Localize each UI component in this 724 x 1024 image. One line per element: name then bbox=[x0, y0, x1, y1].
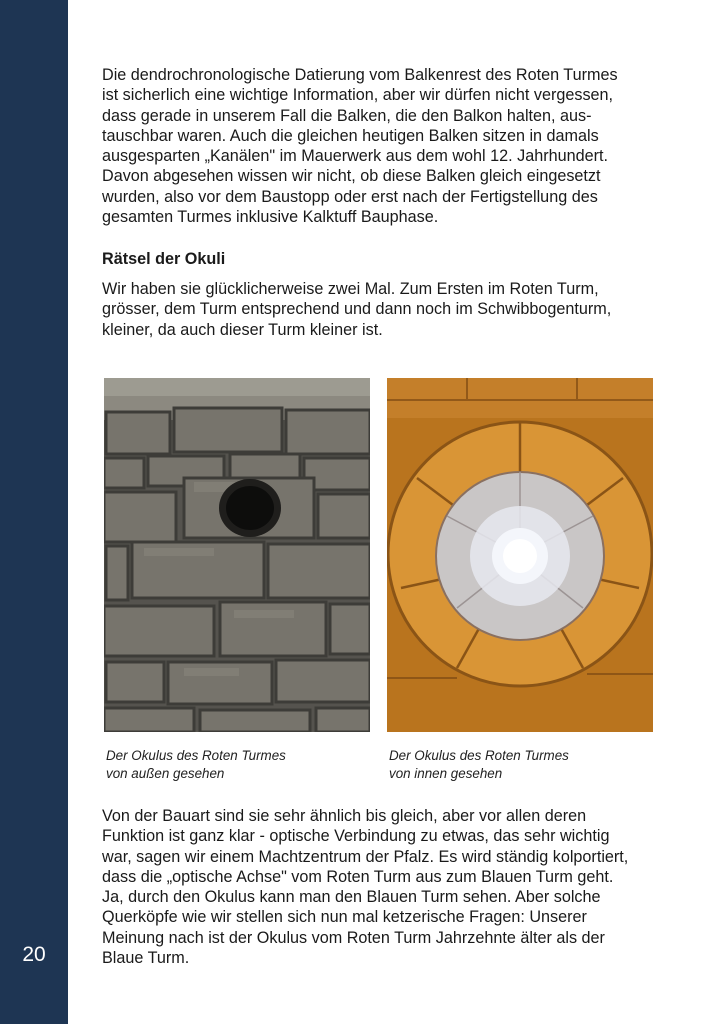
caption-inside bbox=[389, 747, 569, 783]
paragraph-line: kleiner, da auch dieser Turm kleiner ist. bbox=[102, 320, 383, 339]
caption-line: von innen gesehen bbox=[389, 766, 503, 781]
page-number: 20 bbox=[22, 943, 46, 966]
caption-line: Der Okulus des Roten Turmes bbox=[106, 748, 286, 763]
paragraph-line: Wir haben sie glücklicherweise zwei Mal. Zum Ersten im Roten Turm, bbox=[102, 280, 599, 298]
sidebar-band bbox=[0, 0, 68, 1024]
paragraph-line: Meinung nach ist der Okulus vom Roten Turm Jahrzehnte älter als der bbox=[102, 928, 605, 947]
paragraph-line: wurden, also vor dem Baustopp oder erst nach der Fertigstellung des bbox=[102, 187, 598, 206]
paragraph-line: ausgesparten „Kanälen" im Mauerwerk aus dem wohl 12. Jahrhundert. bbox=[102, 147, 609, 166]
paragraph-line: ist sicherlich eine wichtige Information, aber wir dürfen nicht vergessen, bbox=[102, 86, 614, 105]
paragraph-line: war, sagen wir einem Machtzentrum der Pfalz. Es wird ständig kolportiert, bbox=[102, 847, 629, 866]
oculi-paragraph bbox=[102, 279, 692, 340]
photo-oculus-outside bbox=[104, 378, 370, 732]
caption-outside bbox=[106, 747, 286, 783]
paragraph-line: tauschbar waren. Auch die gleichen heutigen Balken sitzen in damals bbox=[102, 126, 599, 145]
paragraph-line: dass die „optische Achse" vom Roten Turm aus zum Blauen Turm geht. bbox=[102, 867, 614, 886]
paragraph-line: Davon abgesehen wissen wir nicht, ob diese Balken gleich eingesetzt bbox=[102, 167, 601, 186]
paragraph-line: gesamten Turmes inklusive Kalktuff Bauphase. bbox=[102, 208, 439, 227]
paragraph-line: Die dendrochronologische Datierung vom Balkenrest des Roten Turmes bbox=[102, 66, 618, 84]
paragraph-line: Funktion ist ganz klar - optische Verbindung zu etwas, das sehr wichtig bbox=[102, 827, 610, 846]
caption-line: Der Okulus des Roten Turmes bbox=[389, 748, 569, 763]
photo-oculus-inside bbox=[387, 378, 653, 732]
paragraph-line: grösser, dem Turm entsprechend und dann noch im Schwibbogenturm, bbox=[102, 300, 612, 319]
paragraph-line: Ja, durch den Okulus kann man den Blauen Turm sehen. Aber solche bbox=[102, 888, 601, 907]
closing-paragraph bbox=[102, 806, 692, 968]
section-heading: Rätsel der Okuli bbox=[102, 250, 226, 268]
paragraph-line: Blaue Turm. bbox=[102, 949, 190, 968]
caption-line: von außen gesehen bbox=[106, 766, 225, 781]
paragraph-line: Querköpfe wie wir stellen sich nun mal ketzerische Fragen: Unserer bbox=[102, 908, 587, 927]
paragraph-line: Von der Bauart sind sie sehr ähnlich bis gleich, aber vor allen deren bbox=[102, 807, 587, 825]
intro-paragraph bbox=[102, 65, 692, 227]
paragraph-line: dass gerade in unserem Fall die Balken, die den Balkon halten, aus- bbox=[102, 106, 592, 125]
